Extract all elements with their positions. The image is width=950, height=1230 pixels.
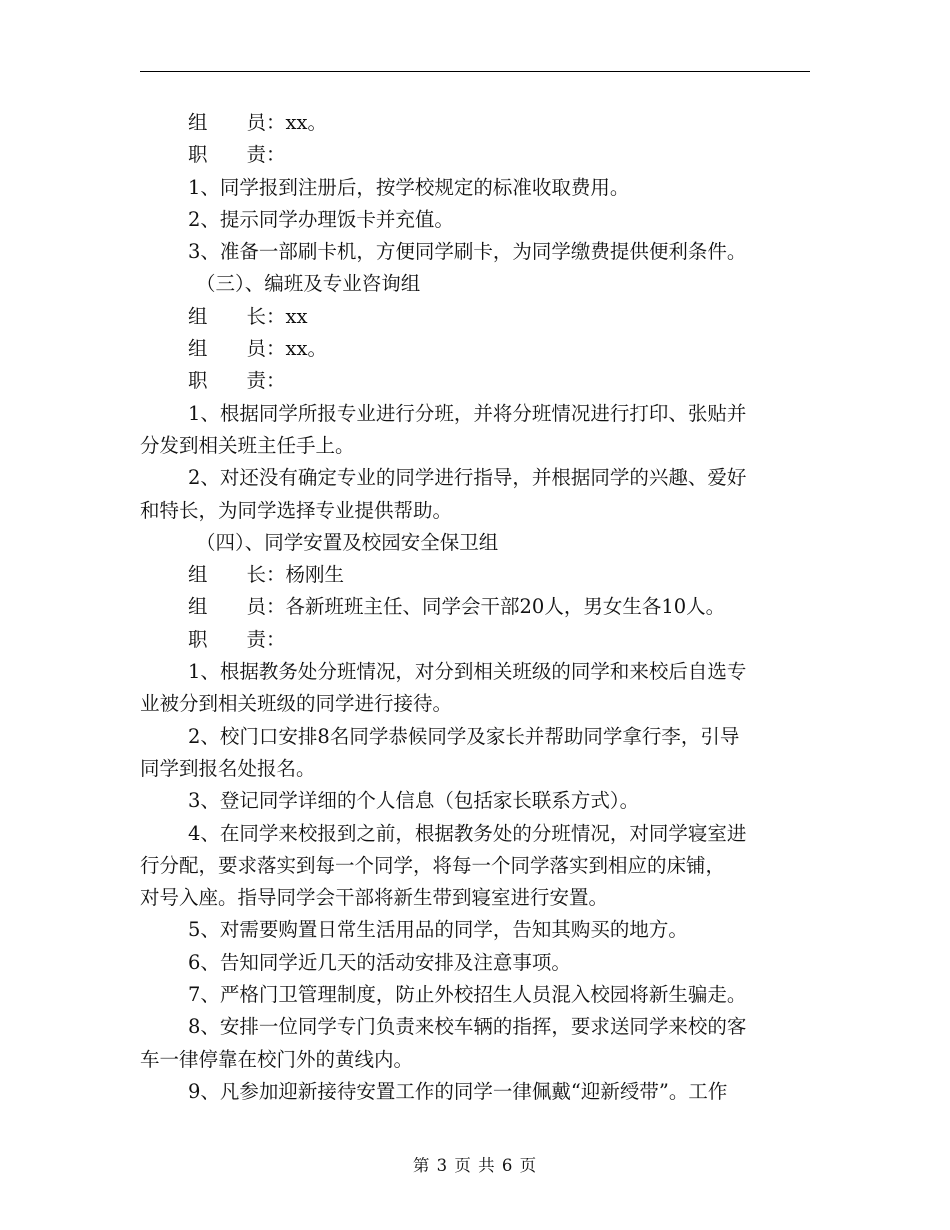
paragraph-line: 组 员：xx。	[188, 337, 327, 361]
paragraph-line: 组 员：xx。	[188, 111, 327, 134]
paragraph-line: 组 长：杨刚生	[188, 563, 345, 587]
header-rule	[140, 71, 810, 72]
section-heading: （三）、编班及专业咨询组	[196, 272, 421, 296]
paragraph-line: 6、告知同学近几天的活动安排及注意事项。	[188, 950, 571, 974]
paragraph-line: 职 责：	[188, 143, 286, 167]
paragraph-line: 8、安排一位同学专门负责来校车辆的指挥，要求送同学来校的客	[188, 1015, 747, 1039]
paragraph-line: 1、根据同学所报专业进行分班，并将分班情况进行打印、张贴并	[188, 401, 747, 425]
paragraph-line: 职 责：	[188, 369, 286, 393]
paragraph-line: 2、提示同学办理饭卡并充值。	[188, 207, 454, 231]
paragraph-line: 7、严格门卫管理制度，防止外校招生人员混入校园将新生骗走。	[188, 983, 747, 1007]
document-body	[140, 107, 810, 1108]
paragraph-line: 和特长，为同学选择专业提供帮助。	[140, 498, 453, 522]
section-heading: （四）、同学安置及校园安全保卫组	[196, 530, 499, 554]
paragraph-line: 1、同学报到注册后，按学校规定的标准收取费用。	[188, 175, 630, 199]
paragraph-line: 9、凡参加迎新接待安置工作的同学一律佩戴“迎新绶带”。工作	[188, 1079, 728, 1103]
paragraph-line: 2、校门口安排8名同学恭候同学及家长并帮助同学拿行李，引导	[188, 724, 740, 748]
paragraph-line: 2、对还没有确定专业的同学进行指导，并根据同学的兴趣、爱好	[188, 466, 747, 490]
paragraph-line: 3、登记同学详细的个人信息（包括家长联系方式）。	[188, 789, 640, 813]
paragraph-line: 组 员：各新班班主任、同学会干部20人，男女生各10人。	[188, 595, 726, 619]
paragraph-line: 1、根据教务处分班情况，对分到相关班级的同学和来校后自选专	[188, 660, 747, 684]
paragraph-line: 对号入座。指导同学会干部将新生带到寝室进行安置。	[140, 886, 609, 910]
paragraph-line: 车一律停靠在校门外的黄线内。	[140, 1047, 414, 1071]
paragraph-line: 4、在同学来校报到之前，根据教务处的分班情况，对同学寝室进	[188, 821, 747, 845]
paragraph-line: 同学到报名处报名。	[140, 756, 316, 780]
paragraph-line: 5、对需要购置日常生活用品的同学，告知其购买的地方。	[188, 918, 688, 942]
paragraph-line: 分发到相关班主任手上。	[140, 433, 355, 457]
page-footer: 第 3 页 共 6 页	[412, 1156, 538, 1175]
paragraph-line: 职 责：	[188, 627, 286, 651]
paragraph-line: 业被分到相关班级的同学进行接待。	[140, 692, 453, 716]
paragraph-line: 行分配，要求落实到每一个同学，将每一个同学落实到相应的床铺，	[140, 853, 726, 877]
paragraph-line: 3、准备一部刷卡机，方便同学刷卡，为同学缴费提供便利条件。	[188, 240, 747, 264]
paragraph-line: 组 长：xx	[188, 304, 308, 328]
